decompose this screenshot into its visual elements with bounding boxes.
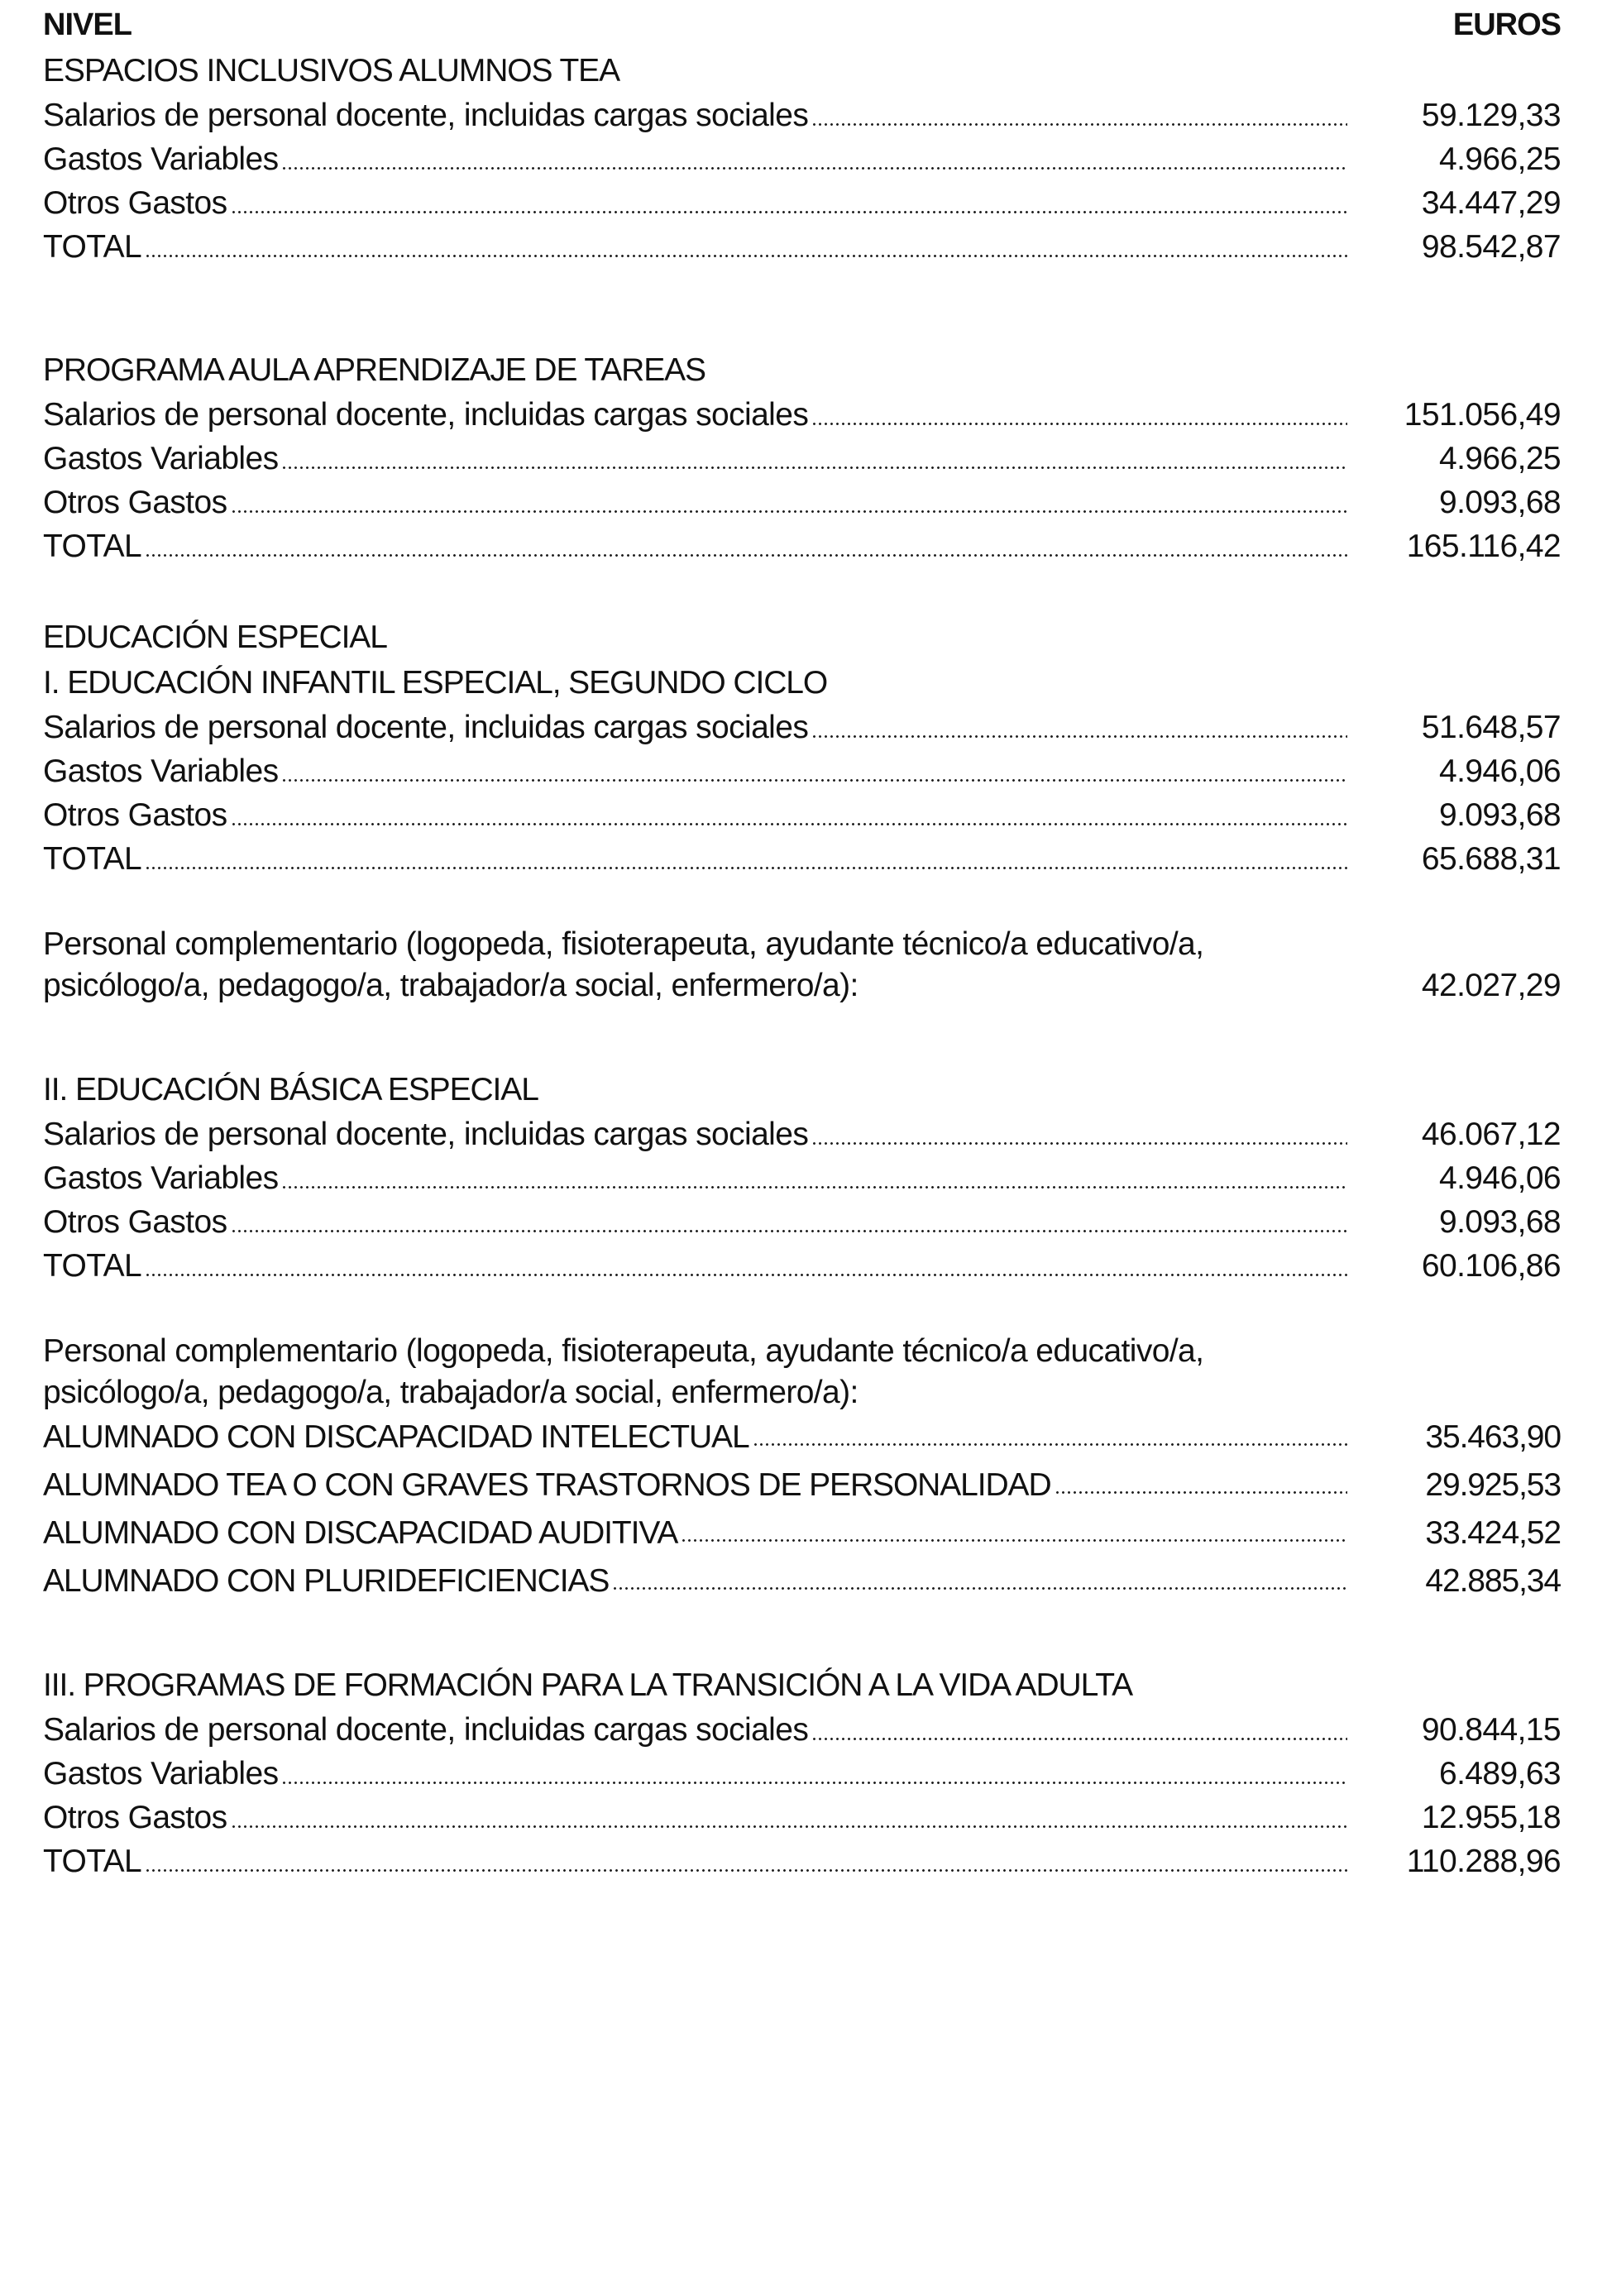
table-row: Otros Gastos 9.093,68 (43, 793, 1561, 837)
table-row: ALUMNADO CON DISCAPACIDAD INTELECTUAL 35.463,90 (43, 1413, 1561, 1461)
table-row: Gastos Variables 4.946,06 (43, 749, 1561, 793)
dot-leader (231, 1200, 1347, 1244)
table-row-total: TOTAL 165.116,42 (43, 524, 1561, 568)
section-title: ESPACIOS INCLUSIVOS ALUMNOS TEA (43, 52, 619, 88)
table-row: Salarios de personal docente, incluidas cargas sociales 51.648,57 (43, 706, 1561, 749)
table-row: ALUMNADO CON DISCAPACIDAD AUDITIVA 33.424,52 (43, 1509, 1561, 1557)
dot-leader (281, 1156, 1347, 1200)
table-row: Otros Gastos 12.955,18 (43, 1796, 1561, 1839)
dot-leader (145, 1839, 1347, 1883)
dot-leader (811, 1112, 1347, 1156)
dot-leader (811, 93, 1347, 137)
complement-amount: 42.027,29 (1421, 968, 1561, 1003)
dot-leader (1055, 1461, 1347, 1509)
table-row: ALUMNADO TEA O CON GRAVES TRASTORNOS DE PERSONALIDAD 29.925,53 (43, 1461, 1561, 1509)
table-row: Gastos Variables 4.946,06 (43, 1156, 1561, 1200)
section-title: EDUCACIÓN ESPECIAL (43, 619, 387, 655)
section-title: PROGRAMA AULA APRENDIZAJE DE TAREAS (43, 352, 705, 388)
section-transicion-vida-adulta (43, 1662, 1561, 1883)
dot-leader (811, 393, 1347, 437)
section-aula-aprendizaje (43, 347, 1561, 568)
subsection-title: I. EDUCACIÓN INFANTIL ESPECIAL, SEGUNDO CICLO (43, 664, 828, 701)
dot-leader (811, 1708, 1347, 1752)
subsection-title: II. EDUCACIÓN BÁSICA ESPECIAL (43, 1071, 538, 1107)
table-row-total: TOTAL 110.288,96 (43, 1839, 1561, 1883)
section-tea (43, 48, 1561, 269)
dot-leader (612, 1557, 1347, 1605)
table-row: Otros Gastos 9.093,68 (43, 481, 1561, 524)
dot-leader (231, 481, 1347, 524)
complement-note-line: Personal complementario (logopeda, fisioterapeuta, ayudante técnico/a educativo/a, (43, 926, 1204, 962)
dot-leader (281, 137, 1347, 181)
complement-note (43, 924, 1561, 1007)
column-header-amount: EUROS (1452, 7, 1561, 42)
dot-leader (281, 437, 1347, 481)
section-basica-especial (43, 1067, 1561, 1605)
dot-leader (753, 1413, 1347, 1461)
dot-leader (231, 1796, 1347, 1839)
table-row: ALUMNADO CON PLURIDEFICIENCIAS 42.885,34 (43, 1557, 1561, 1605)
table-row: Salarios de personal docente, incluidas cargas sociales 46.067,12 (43, 1112, 1561, 1156)
table-row: Otros Gastos 34.447,29 (43, 181, 1561, 225)
column-header-level: NIVEL (43, 7, 132, 42)
dot-leader (145, 1244, 1347, 1288)
dot-leader (231, 793, 1347, 837)
table-row: Salarios de personal docente, incluidas cargas sociales 151.056,49 (43, 393, 1561, 437)
table-header (43, 0, 1561, 43)
complement-note (43, 1331, 1561, 1413)
document-page (43, 0, 1561, 1879)
dot-leader (145, 837, 1347, 881)
complement-note-line: Personal complementario (logopeda, fisioterapeuta, ayudante técnico/a educativo/a, (43, 1333, 1204, 1369)
dot-leader (145, 225, 1347, 269)
table-row-total: TOTAL 98.542,87 (43, 225, 1561, 269)
complement-note-line: psicólogo/a, pedagogo/a, trabajador/a social, enfermero/a): (43, 1375, 859, 1410)
subsection-title: III. PROGRAMAS DE FORMACIÓN PARA LA TRANSICIÓN A LA VIDA ADULTA (43, 1667, 1133, 1703)
dot-leader (281, 749, 1347, 793)
dot-leader (281, 1752, 1347, 1796)
dot-leader (681, 1509, 1347, 1557)
table-row: Salarios de personal docente, incluidas cargas sociales 59.129,33 (43, 93, 1561, 137)
table-row: Otros Gastos 9.093,68 (43, 1200, 1561, 1244)
table-row-total: TOTAL 60.106,86 (43, 1244, 1561, 1288)
complement-note-line: psicólogo/a, pedagogo/a, trabajador/a social, enfermero/a): (43, 968, 859, 1003)
table-row: Gastos Variables 6.489,63 (43, 1752, 1561, 1796)
table-row-total: TOTAL 65.688,31 (43, 837, 1561, 881)
section-educacion-especial (43, 615, 1561, 1007)
table-row: Gastos Variables 4.966,25 (43, 437, 1561, 481)
table-row: Salarios de personal docente, incluidas cargas sociales 90.844,15 (43, 1708, 1561, 1752)
dot-leader (231, 181, 1347, 225)
dot-leader (145, 524, 1347, 568)
dot-leader (811, 706, 1347, 749)
table-row: Gastos Variables 4.966,25 (43, 137, 1561, 181)
